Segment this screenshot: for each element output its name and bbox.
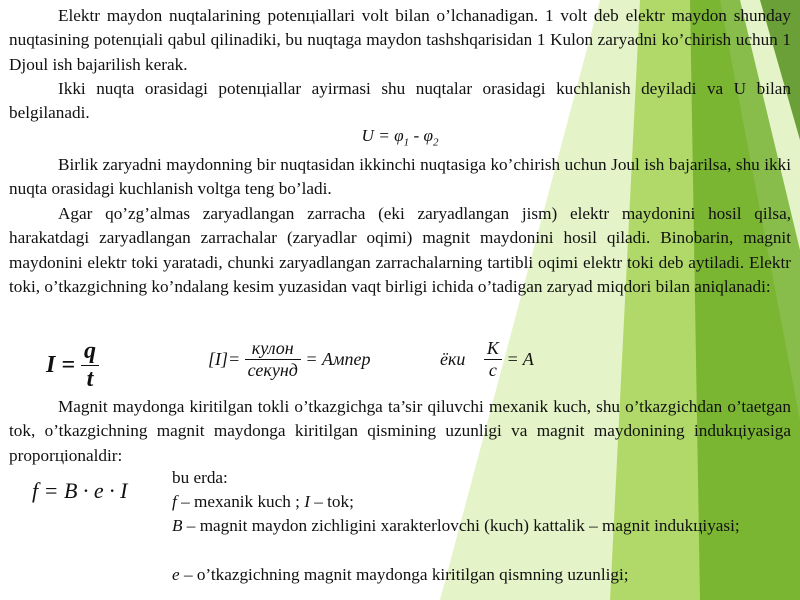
- formula-current-units-alt: ёки $\frac{K}{c}$ = A: [440, 338, 534, 380]
- legend-item-e: e – o’tkazgichning magnit maydonga kiritilgan qismning uzunligi;: [172, 565, 629, 584]
- legend-item-f: f – mexanik kuch ; I – tok;: [172, 492, 354, 511]
- paragraph-voltage-definition: Ikki nuqta orasidagi potenцiallar ayirmasi shu nuqtalar orasidagi kuchlanish deyiladi va U bilan belgilanadi.: [9, 79, 791, 123]
- paragraph-unit-voltage: Birlik zaryadni maydonning bir nuqtasidan ikkinchi nuqtasiga ko’chirish uchun Joul ish bajarilsa, shu ikki nuqta orasidagi kuchlanish voltga teng bo’ladi.: [9, 155, 791, 199]
- formula-voltage: $U = \varphi_1 - \varphi_2$: [361, 126, 439, 149]
- paragraph-magnetic-force: Magnit maydonga kiritilgan tokli o’tkazgichga ta’sir qiluvchi mexanik kuch, shu o’tkazgichdan o’taetgan tok, o’tkazgichning magnit maydonga kiritilgan qismining uzunligi va magnit maydonining indukцiyasiga proporцionaldir:: [9, 397, 791, 465]
- paragraph-volt-definition: Elektr maydon nuqtalarining potenцiallari volt bilan o’lchanadigan. 1 volt deb elektr maydon shunday nuqtasining potenцiali qabul qilinadiki, bu nuqtaga maydon tashshqarisidan 1 Kulon zaryadni ko’chirish uchun 1 Djoul ish bajarilish kerak.: [9, 6, 791, 74]
- legend-intro: bu erda:: [172, 468, 228, 487]
- legend-item-b: B – magnit maydon zichligini xarakterlovchi (kuch) kattalik – magnit indukцiyasi;: [172, 516, 740, 535]
- formula-current-units: [I]= $\frac{\text{кулон}}{\text{секунд}}$ = Ампер: [208, 338, 371, 380]
- formula-current: I = $\frac{q}{t}$: [46, 338, 99, 393]
- paragraph-electric-current: Agar qo’zg’almas zaryadlangan zarracha (eki zaryadlangan jism) elektr maydonini hosil qilsa, harakatdagi zaryadlangan zarrachalar (zaryadlar oqimi) magnit maydonini hosil qiladi. Binobarin, magnit maydonini elektr toki yaratadi, chunki zaryadlangan zarrachalarning tartibli oqimi elektr toki deb aytiladi. Elektr toki, o’tkazgichning ko’ndalang kesim yuzasidan vaqt birligi ichida o’tadigan zaryad miqdori bilan aniqlanadi:: [9, 204, 791, 297]
- formula-force: f = B · e · I: [32, 478, 128, 503]
